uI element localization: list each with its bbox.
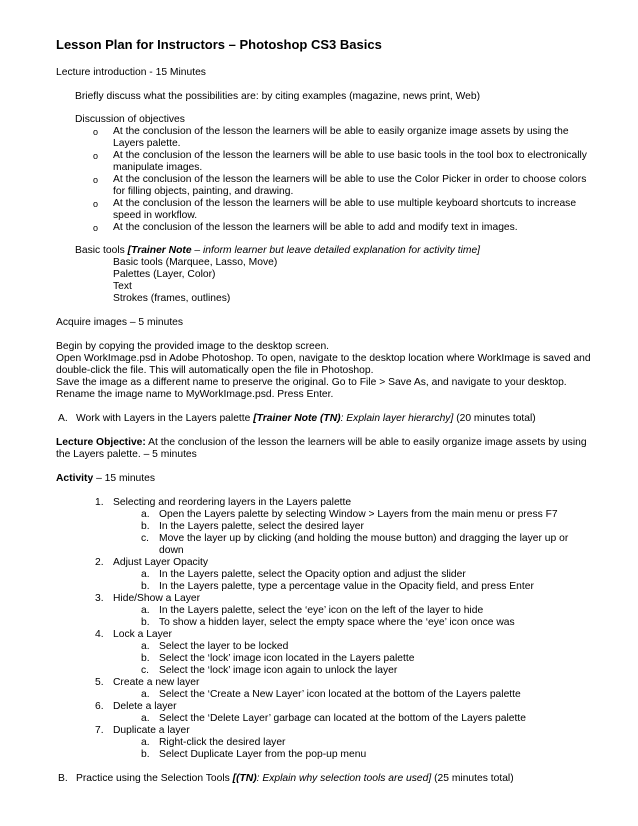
substep-text: Select the ‘Create a New Layer’ icon located at the bottom of the Layers palette <box>159 689 521 700</box>
section-b-text: Practice using the Selection Tools <box>76 773 233 784</box>
acquire-line: Save the image as a different name to preserve the original. Go to File > Save As, and navigate to your desktop. <box>56 377 567 388</box>
acquire-line: Open WorkImage.psd in Adobe Photoshop. To open, navigate to the desktop location where WorkImage is saved and <box>56 353 591 364</box>
acquire-line: Begin by copying the provided image to the desktop screen. <box>56 341 330 352</box>
substep-text: Select the ‘lock’ image icon located in the Layers palette <box>159 653 415 664</box>
step-number: 1. <box>95 497 104 508</box>
lecture-objective-line-2: the Layers palette. – 5 minutes <box>56 449 197 460</box>
basic-tools-item: Text <box>113 281 132 292</box>
objective-item-line: At the conclusion of the lesson the learners will be able to use basic tools in the tool box to electronically <box>113 150 587 161</box>
substep-text: In the Layers palette, select the ‘eye’ icon on the left of the layer to hide <box>159 605 484 616</box>
bullet-icon: o <box>93 199 99 209</box>
step-number: 6. <box>95 701 104 712</box>
acquire-heading: Acquire images – 5 minutes <box>56 317 184 328</box>
basic-tools-prefix: Basic tools <box>75 245 128 256</box>
step-text: Selecting and reordering layers in the Layers palette <box>113 497 352 508</box>
document-title: Lesson Plan for Instructors – Photoshop CS3 Basics <box>56 37 382 52</box>
section-b-letter: B. <box>58 773 68 784</box>
section-a-letter: A. <box>58 413 68 424</box>
lecture-objective-label: Lecture Objective: <box>56 437 146 448</box>
substep-text: Select the ‘lock’ image icon again to unlock the layer <box>159 665 398 676</box>
step-number: 7. <box>95 725 104 736</box>
step-number: 5. <box>95 677 104 688</box>
section-b-note-text: : Explain why selection tools are used] <box>256 773 432 784</box>
substep-text: In the Layers palette, select the desired layer <box>159 521 364 532</box>
basic-tools-item: Basic tools (Marquee, Lasso, Move) <box>113 257 278 268</box>
bullet-icon: o <box>93 175 99 185</box>
substep-text: Select Duplicate Layer from the pop-up menu <box>159 749 367 760</box>
substep-letter: b. <box>141 749 150 760</box>
objective-item-line: speed in workflow. <box>113 210 198 221</box>
bullet-icon: o <box>93 127 99 137</box>
section-b-heading <box>76 773 514 785</box>
substep-letter: a. <box>141 509 150 520</box>
section-a-duration: (20 minutes total) <box>453 413 536 424</box>
objective-item-line: At the conclusion of the lesson the learners will be able to use the Color Picker in order to choose colors <box>113 174 587 185</box>
step-text: Hide/Show a Layer <box>113 593 201 604</box>
basic-tools-line <box>75 245 480 257</box>
trainer-note-text: – inform learner but leave detailed explanation for activity time] <box>191 245 481 256</box>
step-text: Delete a layer <box>113 701 177 712</box>
substep-text: Right-click the desired layer <box>159 737 286 748</box>
substep-letter: a. <box>141 569 150 580</box>
lecture-objective-line <box>56 437 587 449</box>
objective-item-line: Layers palette. <box>113 138 181 149</box>
substep-letter: c. <box>141 665 150 676</box>
section-b-duration: (25 minutes total) <box>431 773 514 784</box>
activity-label: Activity <box>56 473 94 484</box>
step-text: Duplicate a layer <box>113 725 190 736</box>
trainer-note-label: [Trainer Note <box>127 245 192 256</box>
substep-letter: b. <box>141 581 150 592</box>
substep-text: down <box>159 545 184 556</box>
substep-letter: b. <box>141 617 150 628</box>
step-text: Create a new layer <box>113 677 200 688</box>
lecture-objective-text: At the conclusion of the lesson the learners will be able to easily organize image assets by using <box>145 437 587 448</box>
bullet-icon: o <box>93 223 99 233</box>
activity-duration: – 15 minutes <box>93 473 156 484</box>
substep-text: Move the layer up by clicking (and holding the mouse button) and dragging the layer up or <box>159 533 569 544</box>
substep-letter: a. <box>141 605 150 616</box>
objective-item-line: At the conclusion of the lesson the learners will be able to easily organize image assets by using the <box>113 126 569 137</box>
substep-text: Open the Layers palette by selecting Window > Layers from the main menu or press F7 <box>159 509 558 520</box>
substep-text: In the Layers palette, type a percentage value in the Opacity field, and press Enter <box>159 581 534 592</box>
substep-letter: a. <box>141 641 150 652</box>
briefly-discuss-text: Briefly discuss what the possibilities are: by citing examples (magazine, news print, Web) <box>75 91 480 102</box>
step-text: Lock a Layer <box>113 629 172 640</box>
substep-text: To show a hidden layer, select the empty space where the ‘eye’ icon once was <box>159 617 515 628</box>
substep-letter: a. <box>141 737 150 748</box>
substep-letter: b. <box>141 653 150 664</box>
section-a-note-text: : Explain layer hierarchy] <box>340 413 454 424</box>
activity-line <box>56 473 155 485</box>
substep-letter: a. <box>141 689 150 700</box>
objective-item-line: At the conclusion of the lesson the learners will be able to use multiple keyboard shortcuts to increase <box>113 198 577 209</box>
section-b-note-label: [(TN) <box>232 773 257 784</box>
objective-item-line: At the conclusion of the lesson the learners will be able to add and modify text in images. <box>113 222 518 233</box>
step-number: 3. <box>95 593 104 604</box>
bullet-icon: o <box>93 151 99 161</box>
objective-item-line: manipulate images. <box>113 162 203 173</box>
intro-heading: Lecture introduction - 15 Minutes <box>56 67 206 78</box>
substep-letter: a. <box>141 713 150 724</box>
section-a-note-label: [Trainer Note (TN) <box>253 413 341 424</box>
acquire-line: Rename the image name to MyWorkImage.psd. Press Enter. <box>56 389 334 400</box>
acquire-line: double-click the file. This will automatically open the file in Photoshop. <box>56 365 374 376</box>
discussion-heading: Discussion of objectives <box>75 114 185 125</box>
substep-letter: b. <box>141 521 150 532</box>
basic-tools-item: Strokes (frames, outlines) <box>113 293 231 304</box>
step-text: Adjust Layer Opacity <box>113 557 209 568</box>
substep-text: Select the ‘Delete Layer’ garbage can located at the bottom of the Layers palette <box>159 713 526 724</box>
objective-item-line: for filling objects, painting, and drawing. <box>113 186 294 197</box>
section-a-heading <box>76 413 536 425</box>
substep-text: Select the layer to be locked <box>159 641 289 652</box>
section-a-text: Work with Layers in the Layers palette <box>76 413 254 424</box>
basic-tools-item: Palettes (Layer, Color) <box>113 269 216 280</box>
substep-text: In the Layers palette, select the Opacity option and adjust the slider <box>159 569 466 580</box>
substep-letter: c. <box>141 533 150 544</box>
step-number: 2. <box>95 557 104 568</box>
step-number: 4. <box>95 629 104 640</box>
